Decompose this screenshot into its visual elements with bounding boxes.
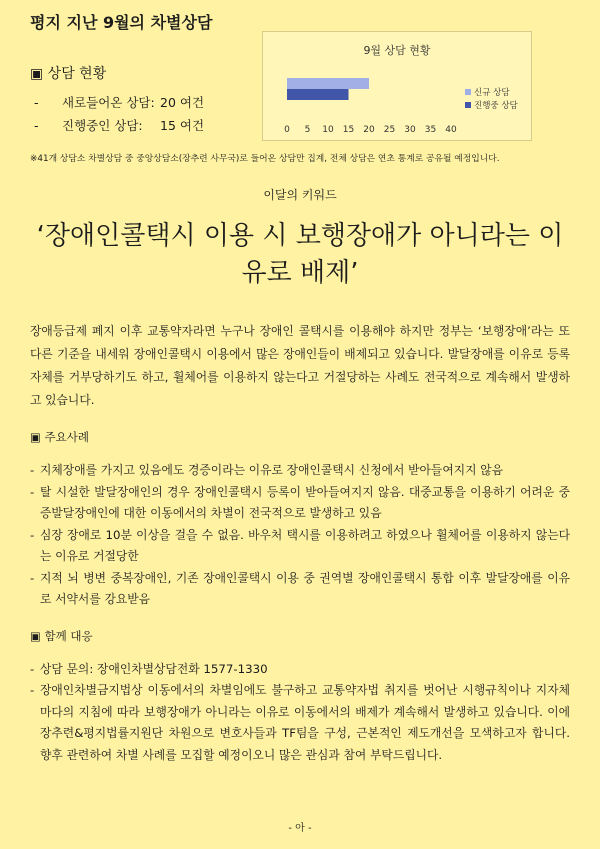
stat-label: - 진행중인 상담: bbox=[62, 118, 143, 133]
response-list bbox=[30, 659, 570, 767]
legend-label: 진행중 상담 bbox=[474, 101, 518, 111]
stat-value: 15 여건 bbox=[160, 118, 205, 133]
x-tick-label: 0 bbox=[284, 125, 290, 135]
x-tick-label: 15 bbox=[342, 125, 355, 135]
case-item: - 탈 시설한 발달장애인의 경우 장애인콜택시 등록이 받아들여지지 않음. 대중교통을 이용하기 어려운 중증발달장애인에 대한 이동에서의 차별이 전국적으로 발생하고 있음 bbox=[30, 482, 570, 525]
x-tick-label: 35 bbox=[424, 125, 437, 135]
status-note: ※41개 상담소 차별상담 중 중앙상담소(장추련 사무국)로 들어온 상담만 집계, 전체 상담은 연초 통계로 공유될 예정입니다. bbox=[30, 154, 500, 164]
document-title: 평지 지난 9월의 차별상담 bbox=[30, 13, 213, 32]
case-item: - 지적 뇌 병변 중복장애인, 기존 장애인콜택시 이용 중 권역별 장애인콜택시 통합 이후 발달장애를 이유로 서약서를 강요받음 bbox=[30, 568, 570, 611]
cases-heading: ▣ 주요사례 bbox=[30, 430, 89, 444]
chart-bar-1 bbox=[287, 89, 349, 100]
x-tick-label: 20 bbox=[363, 125, 375, 135]
chart-bar-0 bbox=[287, 78, 369, 89]
keyword-headline: ‘장애인콜택시 이용 시 보행장애가 아니라는 이유로 배제’ bbox=[36, 221, 564, 288]
stat-value: 20 여건 bbox=[160, 95, 205, 110]
legend-label: 신규 상담 bbox=[474, 88, 510, 98]
response-item: - 상담 문의: 장애인차별상담전화 1577-1330 bbox=[30, 659, 570, 681]
legend-swatch bbox=[465, 89, 471, 95]
x-tick-label: 5 bbox=[304, 125, 311, 135]
x-tick-label: 30 bbox=[404, 125, 416, 135]
case-item: - 지체장애를 가지고 있음에도 경증이라는 이유로 장애인콜택시 신청에서 받아들여지지 않음 bbox=[30, 460, 570, 482]
keyword-description: 장애등급제 폐지 이후 교통약자라면 누구나 장애인 콜택시를 이용해야 하지만 정부는 ‘보행장애’라는 또 다른 기준을 내세워 장애인콜택시 이용에서 많은 장애인들이 배제되고 있습니다. 발달장애를 이유로 등록 자체를 거부당하기도 하고, 휠체어를 이용하지 않는다고 거절당하는 사례도 전국적으로 계속해서 발생하고 있습니다. bbox=[30, 324, 570, 407]
case-item: - 심장 장애로 10분 이상을 걸을 수 없음. 바우처 택시를 이용하려고 하였으나 휠체어를 이용하지 않는다는 이유로 거절당한 bbox=[30, 525, 570, 568]
x-tick-label: 25 bbox=[383, 125, 396, 135]
main-content bbox=[30, 186, 570, 766]
page-footer: - 아 - bbox=[288, 823, 312, 834]
response-heading: ▣ 함께 대응 bbox=[30, 628, 93, 643]
response-item: - 장애인차별금지법상 이동에서의 차별임에도 불구하고 교통약자법 취지를 벗어난 시행규칙이나 지자체마다의 지침에 따라 보행장애가 아니라는 이유로 이동에서의 배제가 계속해서 발생하고 있습니다. 이에 장추련&평지법률지원단 차원으로 변호사들과 TF팀을 구성, 근본적인 제도개선을 모색하고자 합니다. 향후 관련하여 차별 사례를 모집할 예정이오니 많은 관심과 참여 부탁드립니다. bbox=[30, 680, 570, 766]
legend-swatch bbox=[465, 102, 471, 108]
consultation-chart bbox=[262, 31, 532, 141]
x-tick-label: 10 bbox=[322, 125, 334, 135]
status-section-heading: ▣ 상담 현황 bbox=[30, 66, 107, 82]
chart-svg bbox=[263, 32, 531, 140]
keyword-label: 이달의 키워드 bbox=[263, 188, 337, 202]
stat-row-ongoing bbox=[34, 117, 204, 135]
x-tick-label: 40 bbox=[445, 125, 457, 135]
stat-row-new bbox=[34, 94, 204, 112]
cases-list bbox=[30, 460, 570, 611]
stat-label: - 새로들어온 상담: bbox=[62, 95, 155, 110]
chart-title: 9월 상담 현황 bbox=[363, 44, 431, 57]
